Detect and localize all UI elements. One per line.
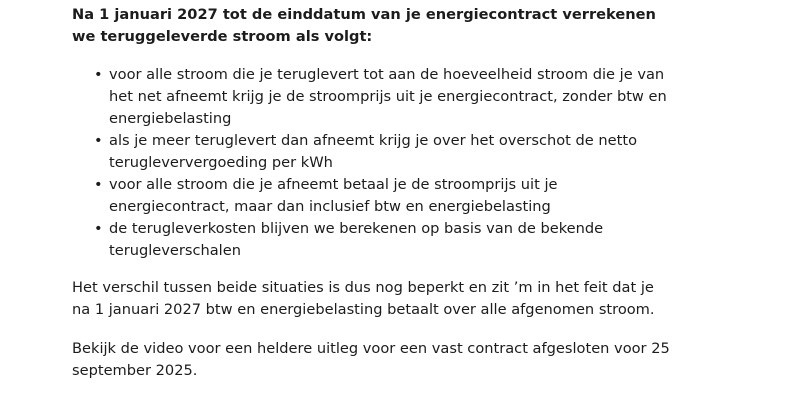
settlement-rules-list bbox=[72, 64, 672, 262]
list-item: • de terugleverkosten blijven we berekenen op basis van de bekende terugleverschalen bbox=[109, 218, 672, 262]
video-paragraph: Bekijk de video voor een heldere uitleg voor een vast contract afgesloten voor 25 september 2025. bbox=[72, 340, 670, 379]
intro-heading: Na 1 januari 2027 tot de einddatum van je energiecontract verrekenen we teruggeleverde stroom als volgt: bbox=[72, 6, 656, 45]
list-item: • als je meer teruglevert dan afneemt krijg je over het overschot de netto terugleververgoeding per kWh bbox=[109, 130, 672, 174]
list-item: • voor alle stroom die je teruglevert tot aan de hoeveelheid stroom die je van het net afneemt krijg je de stroomprijs uit je energiecontract, zonder btw en energiebelasting bbox=[109, 64, 672, 130]
list-item: • voor alle stroom die je afneemt betaal je de stroomprijs uit je energiecontract, maar dan inclusief btw en energiebelasting bbox=[109, 174, 672, 218]
article-content bbox=[72, 4, 672, 382]
difference-paragraph: Het verschil tussen beide situaties is dus nog beperkt en zit ’m in het feit dat je na 1 januari 2027 btw en energiebelasting betaalt over alle afgenomen stroom. bbox=[72, 279, 655, 318]
